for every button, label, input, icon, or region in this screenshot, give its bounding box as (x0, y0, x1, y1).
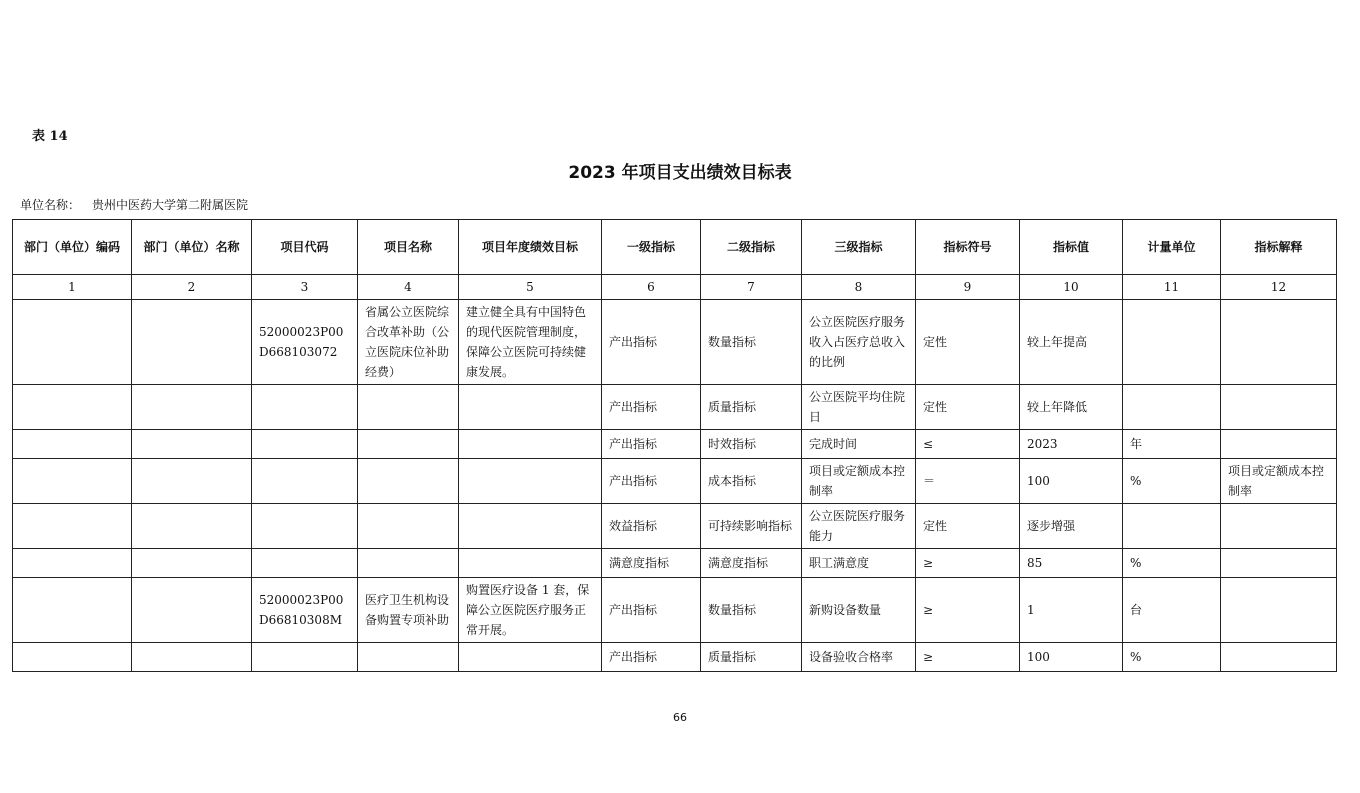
table-cell: 2023 (1020, 430, 1123, 459)
table-cell: 新购设备数量 (802, 578, 916, 643)
table-cell: 台 (1123, 578, 1221, 643)
table-cell (459, 504, 602, 549)
table-row (13, 549, 1337, 578)
table-row (13, 385, 1337, 430)
table-cell: 85 (1020, 549, 1123, 578)
column-header: 指标解释 (1221, 220, 1337, 275)
table-cell (13, 459, 132, 504)
table-cell (1221, 385, 1337, 430)
column-header: 指标值 (1020, 220, 1123, 275)
table-cell: 满意度指标 (701, 549, 802, 578)
table-cell (132, 459, 252, 504)
column-header: 指标符号 (916, 220, 1020, 275)
table-cell: % (1123, 643, 1221, 672)
table-cell (252, 430, 358, 459)
table-cell (358, 430, 459, 459)
table-cell: % (1123, 459, 1221, 504)
column-header: 项目名称 (358, 220, 459, 275)
table-cell: 项目或定额成本控制率 (802, 459, 916, 504)
table-cell: 1 (1020, 578, 1123, 643)
table-cell (132, 643, 252, 672)
table-cell: 较上年降低 (1020, 385, 1123, 430)
table-cell: 较上年提高 (1020, 300, 1123, 385)
column-number: 12 (1221, 275, 1337, 300)
table-cell: % (1123, 549, 1221, 578)
table-row (13, 430, 1337, 459)
table-row (13, 643, 1337, 672)
table-cell (132, 549, 252, 578)
table-cell: 职工满意度 (802, 549, 916, 578)
table-cell: 数量指标 (701, 578, 802, 643)
column-number: 9 (916, 275, 1020, 300)
column-header: 三级指标 (802, 220, 916, 275)
table-cell (252, 504, 358, 549)
column-number-row (13, 275, 1337, 300)
table-cell: 52000023P00D66810308M (252, 578, 358, 643)
table-cell: 医疗卫生机构设备购置专项补助 (358, 578, 459, 643)
table-cell (358, 459, 459, 504)
table-cell (252, 385, 358, 430)
table-cell (1221, 504, 1337, 549)
table-cell (132, 385, 252, 430)
table-cell (1123, 385, 1221, 430)
table-cell (252, 459, 358, 504)
unit-name-label: 单位名称： (20, 198, 81, 212)
table-cell: 时效指标 (701, 430, 802, 459)
table-cell: ≥ (916, 549, 1020, 578)
table-row (13, 459, 1337, 504)
column-header: 一级指标 (602, 220, 701, 275)
table-cell: 公立医院平均住院日 (802, 385, 916, 430)
table-cell (13, 430, 132, 459)
table-cell: 产出指标 (602, 385, 701, 430)
table-cell (358, 549, 459, 578)
column-number: 4 (358, 275, 459, 300)
column-number: 8 (802, 275, 916, 300)
table-cell: 质量指标 (701, 385, 802, 430)
column-header: 项目代码 (252, 220, 358, 275)
table-cell (459, 643, 602, 672)
column-number: 2 (132, 275, 252, 300)
column-header: 计量单位 (1123, 220, 1221, 275)
unit-name (20, 196, 248, 213)
table-cell (252, 643, 358, 672)
table-row (13, 300, 1337, 385)
table-cell: 产出指标 (602, 300, 701, 385)
table-cell (132, 578, 252, 643)
table-cell (13, 643, 132, 672)
column-header: 项目年度绩效目标 (459, 220, 602, 275)
table-cell (1221, 549, 1337, 578)
table-cell: 公立医院医疗服务收入占医疗总收入的比例 (802, 300, 916, 385)
table-cell: 产出指标 (602, 578, 701, 643)
table-cell: 质量指标 (701, 643, 802, 672)
performance-target-table (12, 219, 1337, 672)
table-cell: ≤ (916, 430, 1020, 459)
table-cell (13, 300, 132, 385)
table-cell (13, 549, 132, 578)
table-cell: ≥ (916, 643, 1020, 672)
table-cell: 建立健全具有中国特色的现代医院管理制度，保障公立医院可持续健康发展。 (459, 300, 602, 385)
table-cell: 效益指标 (602, 504, 701, 549)
table-cell: 100 (1020, 459, 1123, 504)
table-cell: 100 (1020, 643, 1123, 672)
table-cell (358, 643, 459, 672)
table-cell: 满意度指标 (602, 549, 701, 578)
table-cell (1221, 578, 1337, 643)
table-cell: 成本指标 (701, 459, 802, 504)
table-cell: 产出指标 (602, 459, 701, 504)
table-cell: 定性 (916, 504, 1020, 549)
column-number: 3 (252, 275, 358, 300)
table-cell (1221, 643, 1337, 672)
table-cell: 公立医院医疗服务能力 (802, 504, 916, 549)
table-cell (13, 504, 132, 549)
table-cell (13, 385, 132, 430)
table-cell (459, 549, 602, 578)
page-number: 66 (673, 711, 687, 724)
table-cell: 可持续影响指标 (701, 504, 802, 549)
table-cell (459, 385, 602, 430)
table-row (13, 504, 1337, 549)
column-header: 二级指标 (701, 220, 802, 275)
column-number: 10 (1020, 275, 1123, 300)
table-cell: 产出指标 (602, 430, 701, 459)
table-cell (1221, 300, 1337, 385)
table-label: 表 14 (32, 129, 68, 144)
table-cell (459, 430, 602, 459)
table-cell (459, 459, 602, 504)
table-cell (1123, 300, 1221, 385)
table-cell: 购置医疗设备 1 套，保障公立医院医疗服务正常开展。 (459, 578, 602, 643)
table-cell (358, 504, 459, 549)
table-cell: 完成时间 (802, 430, 916, 459)
header-row (13, 220, 1337, 275)
unit-name-value: 贵州中医药大学第二附属医院 (92, 198, 249, 212)
table-cell (1221, 430, 1337, 459)
column-header: 部门（单位）名称 (132, 220, 252, 275)
column-number: 5 (459, 275, 602, 300)
table-cell (1123, 504, 1221, 549)
column-number: 1 (13, 275, 132, 300)
table-cell (13, 578, 132, 643)
table-cell (132, 430, 252, 459)
table-cell: 逐步增强 (1020, 504, 1123, 549)
table-cell: ≥ (916, 578, 1020, 643)
table-cell: 定性 (916, 300, 1020, 385)
table-cell: 项目或定额成本控制率 (1221, 459, 1337, 504)
table-cell (132, 300, 252, 385)
column-number: 7 (701, 275, 802, 300)
table-row (13, 578, 1337, 643)
column-header: 部门（单位）编码 (13, 220, 132, 275)
table-cell: 年 (1123, 430, 1221, 459)
table-cell: 产出指标 (602, 643, 701, 672)
table-cell: 省属公立医院综合改革补助（公立医院床位补助经费） (358, 300, 459, 385)
table-cell: 设备验收合格率 (802, 643, 916, 672)
table-cell: 定性 (916, 385, 1020, 430)
table-cell (132, 504, 252, 549)
column-number: 6 (602, 275, 701, 300)
table-cell (358, 385, 459, 430)
table-cell: ＝ (916, 459, 1020, 504)
table-cell: 52000023P00D668103072 (252, 300, 358, 385)
page-title: 2023 年项目支出绩效目标表 (568, 163, 792, 183)
table-cell: 数量指标 (701, 300, 802, 385)
column-number: 11 (1123, 275, 1221, 300)
table-cell (252, 549, 358, 578)
